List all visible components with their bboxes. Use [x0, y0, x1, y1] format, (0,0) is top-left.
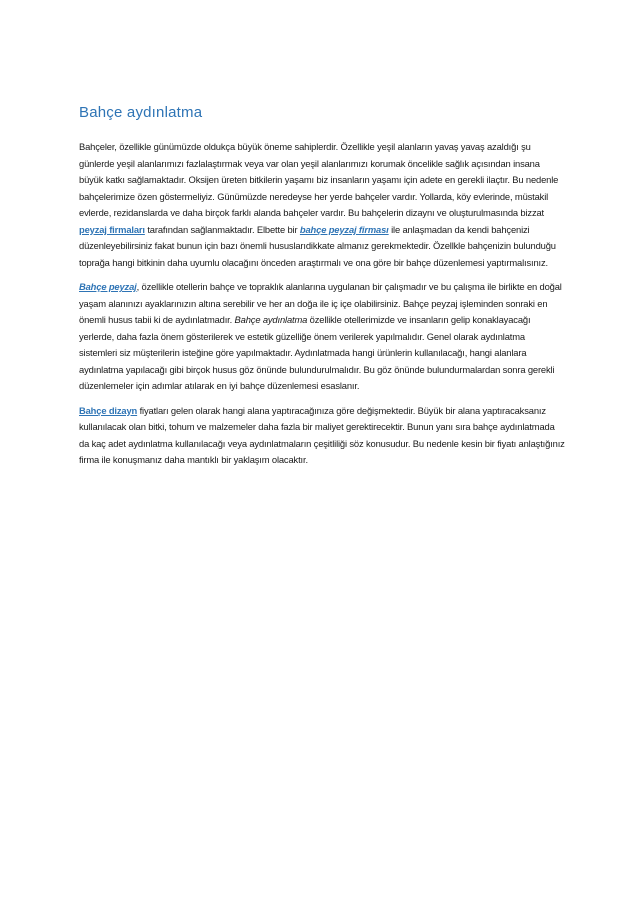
document-title: Bahçe aydınlatma [79, 104, 203, 121]
paragraph-2-text-2: özellikle otellerimizde ve insanların gelip konaklayacağı yerlerde, daha fazla önem gösterilerek ve estetik güzelliğe önem verilerek yapılmalıdır. Genel olarak aydınlatma sistemleri siz müşterilerin isteğine göre yapılmaktadır. Aydınlatmada hangi ürünlerin kullanılacağı, hangi alanlara aydınlatma yapılacağı gibi birçok husus göz önünde bulundurulmalıdır. Bu göz önünde bulundurmalardan sonra gerekli düzenlemeler için adımlar atılarak en iyi bahçe düzenlemesi esaslanır. [79, 314, 555, 391]
paragraph-2-text-1: , özellikle otellerin bahçe ve topraklık alanlarına uygulanan bir çalışmadır ve bu çalışma ile birlikte en doğal yaşam alanınızı ayaklarınızın altına serebilir ve her an doğa ile iç içe olabilirsiniz. Bahçe peyzaj işleminden sonraki en önemli husus tabii ki de aydınlatmadır. [79, 281, 562, 325]
link-bahce-peyzaj-firmasi[interactable]: bahçe peyzaj firması [299, 223, 389, 235]
paragraph-1-text-3: ile anlaşmadan da kendi bahçenizi düzenleyebilirsiniz fakat bunun için bazı önemli hususlarıdikkate almanız gerekmektedir. Özellkle bahçenizin bulunduğu toprağa hangi bitkinin daha uyumlu olacağını önceden araştırmalı ve ona göre bir bahçe düzenlemesi yaptırmalısınız. [79, 223, 556, 268]
document-page [79, 104, 565, 477]
paragraph-2-italic: Bahçe aydınlatma [234, 314, 308, 325]
paragraph-3 [79, 403, 565, 469]
paragraph-1-text-2: tarafından sağlanmaktadır. Elbette bir [144, 223, 300, 235]
link-peyzaj-firmalari[interactable]: peyzaj firmaları [79, 223, 145, 235]
paragraph-1 [79, 139, 565, 271]
link-bahce-dizayn[interactable]: Bahçe dizayn [79, 404, 138, 416]
paragraph-1-text-1: Bahçeler, özellikle günümüzde oldukça büyük öneme sahiplerdir. Özellikle yeşil alanların yavaş yavaş azaldığı şu günlerde yeşil alanlarımızı fazlalaştırmak veya var olan yeşil alanlarımızı korumak öncelikle sağlık açısından insana büyük katkı sağlamaktadır. Oksijen üreten bitkilerin yaşamı biz insanların yaşamı için adete en gerekli ilaçtır. Bu nedenle bahçelerimize özen göstermeliyiz. Günümüzde neredeyse her yerde bahçeler vardır. Yollarda, köy evlerinde, müstakil evlerde, rezidanslarda ve daha birçok farklı alanda bahçeler vardır. Bu bahçelerin dizaynı ve oluşturulmasında bizzat [79, 141, 559, 218]
paragraph-2 [79, 279, 565, 395]
link-bahce-peyzaj[interactable]: Bahçe peyzaj [79, 281, 137, 292]
paragraph-3-text-1: fiyatları gelen olarak hangi alana yaptıracağınıza göre değişmektedir. Büyük bir alana yaptıracaksanız kullanılacak olan bitki, tohum ve malzemeler daha fazla bir maliyet gerektirecektir. Bunun yanı sıra bahçe aydınlatmada da kaç adet aydınlatma kullanılacağı veya aydınlatmaların çeşitliliği söz konusudur. Bu nedenle kesin bir fiyatı anlaştığınız firma ile konuşmanız daha mantıklı bir yaklaşım olacaktır. [79, 404, 565, 465]
